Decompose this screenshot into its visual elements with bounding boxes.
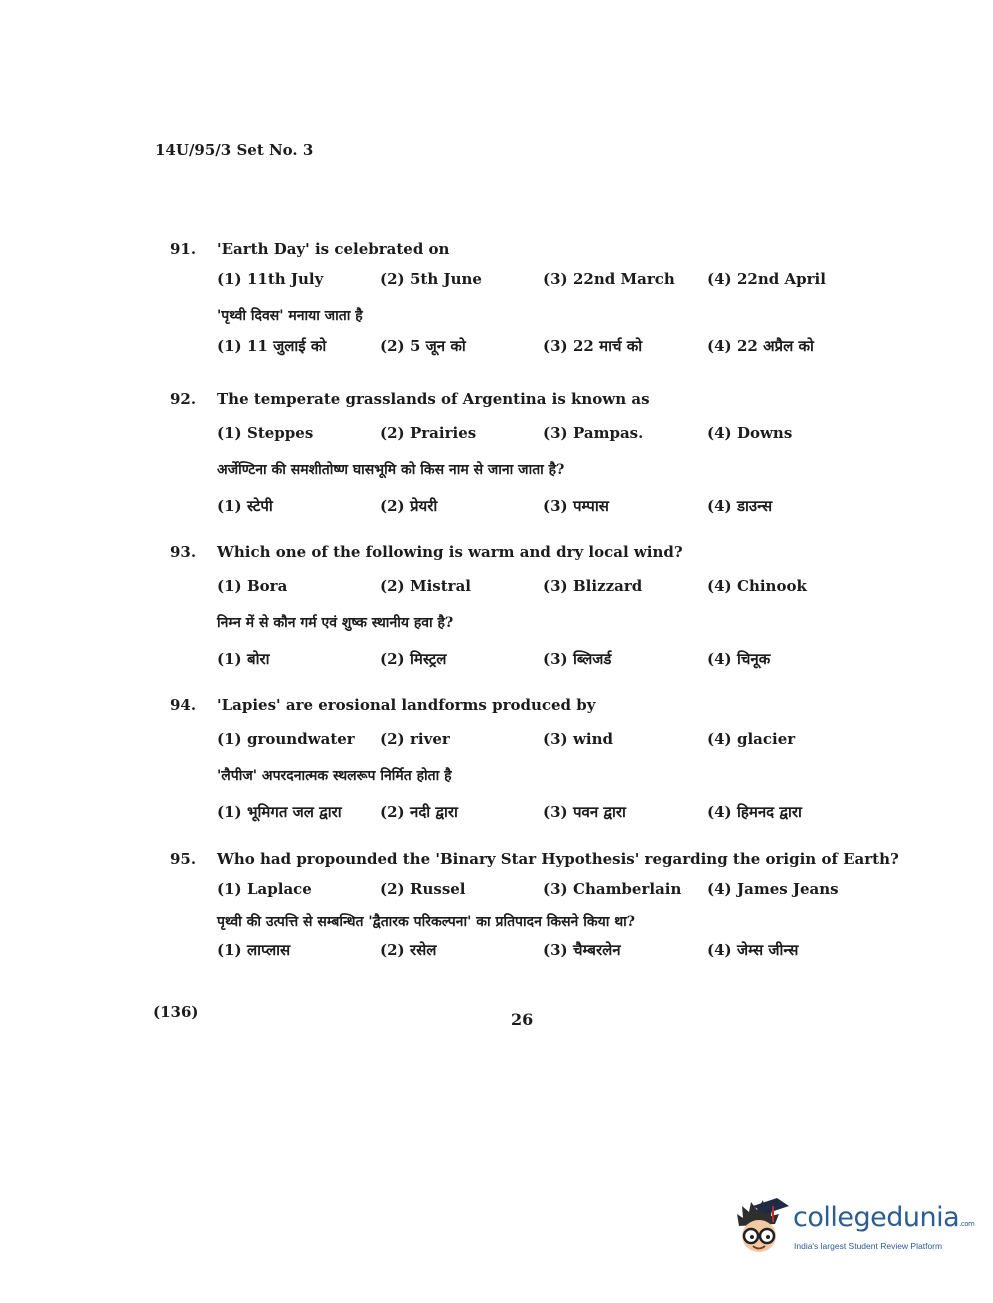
question-text-hindi: 'पृथ्वी दिवस' मनाया जाता है — [217, 307, 363, 324]
option-2-hindi: (2) 5 जून को — [380, 337, 466, 355]
option-4: (4) Chinook — [707, 577, 807, 595]
question-94 — [170, 694, 890, 824]
question-text-hindi: पृथ्वी की उत्पत्ति से सम्बन्धित 'द्वैतारक परिकल्पना' का प्रतिपादन किसने किया था? — [217, 913, 635, 930]
option-1: (1) Steppes — [217, 424, 314, 442]
option-4: (4) James Jeans — [707, 880, 839, 898]
question-text-hindi: 'लैपीज' अपरदनात्मक स्थलरूप निर्मित होता है — [217, 767, 452, 784]
question-number: 93. — [170, 543, 197, 561]
option-1-hindi: (1) स्टेपी — [217, 497, 273, 515]
option-1: (1) groundwater — [217, 730, 355, 748]
booklet-code: (136) — [153, 1003, 199, 1021]
option-2-hindi: (2) प्रेयरी — [380, 497, 438, 515]
option-4-hindi: (4) 22 अप्रैल को — [707, 337, 814, 355]
option-2: (2) Prairies — [380, 424, 477, 442]
option-4-hindi: (4) चिनूक — [707, 650, 771, 668]
question-text-hindi: अर्जेण्टिना की समशीतोष्ण घासभूमि को किस नाम से जाना जाता है? — [217, 461, 565, 478]
mascot-icon — [733, 1196, 791, 1260]
option-1-hindi: (1) भूमिगत जल द्वारा — [217, 803, 342, 821]
option-3: (3) Blizzard — [543, 577, 643, 595]
option-4: (4) 22nd April — [707, 270, 826, 288]
option-3-hindi: (3) पम्पास — [543, 497, 609, 515]
question-text: 'Lapies' are erosional landforms produced by — [217, 696, 596, 714]
options-hindi — [217, 649, 890, 671]
question-91 — [170, 238, 890, 358]
question-text: Who had propounded the 'Binary Star Hypothesis' regarding the origin of Earth? — [217, 850, 899, 868]
options-english — [217, 424, 890, 446]
page-number: 26 — [511, 1010, 534, 1029]
option-3: (3) wind — [543, 730, 614, 748]
option-4-hindi: (4) हिमनद द्वारा — [707, 803, 802, 821]
question-number: 95. — [170, 850, 197, 868]
collegedunia-logo[interactable] — [733, 1196, 975, 1260]
options-hindi — [217, 496, 890, 518]
logo-wordmark: collegedunia.com — [793, 1202, 975, 1233]
option-3: (3) Chamberlain — [543, 880, 682, 898]
option-2: (2) river — [380, 730, 450, 748]
option-3-hindi: (3) पवन द्वारा — [543, 803, 626, 821]
question-92 — [170, 388, 890, 518]
option-2: (2) 5th June — [380, 270, 482, 288]
question-93 — [170, 541, 890, 671]
option-3: (3) 22nd March — [543, 270, 675, 288]
option-1-hindi: (1) लाप्लास — [217, 941, 291, 959]
logo-tagline: India's largest Student Review Platform — [794, 1241, 943, 1251]
option-2: (2) Russel — [380, 880, 466, 898]
option-1-hindi: (1) बोरा — [217, 650, 270, 668]
question-number: 91. — [170, 240, 197, 258]
question-text: 'Earth Day' is celebrated on — [217, 240, 450, 258]
option-1: (1) Bora — [217, 577, 288, 595]
options-hindi — [217, 802, 890, 824]
option-2-hindi: (2) मिस्ट्रल — [380, 650, 447, 668]
question-95 — [170, 848, 899, 962]
options-english — [217, 270, 890, 292]
option-2-hindi: (2) रसेल — [380, 941, 437, 959]
option-4: (4) Downs — [707, 424, 793, 442]
options-english — [217, 730, 890, 752]
question-number: 92. — [170, 390, 197, 408]
option-4: (4) glacier — [707, 730, 796, 748]
question-number: 94. — [170, 696, 197, 714]
option-3: (3) Pampas. — [543, 424, 644, 442]
question-text-hindi: निम्न में से कौन गर्म एवं शुष्क स्थानीय हवा है? — [217, 614, 454, 631]
option-3-hindi: (3) 22 मार्च को — [543, 337, 643, 355]
option-2-hindi: (2) नदी द्वारा — [380, 803, 458, 821]
option-4-hindi: (4) डाउन्स — [707, 497, 773, 515]
options-hindi — [217, 336, 890, 358]
options-hindi — [217, 940, 890, 962]
options-english — [217, 577, 890, 599]
option-3-hindi: (3) ब्लिजर्ड — [543, 650, 612, 668]
question-text: Which one of the following is warm and dry local wind? — [217, 543, 683, 561]
options-english — [217, 880, 890, 902]
option-3-hindi: (3) चैम्बरलेन — [543, 941, 621, 959]
option-2: (2) Mistral — [380, 577, 471, 595]
question-text: The temperate grasslands of Argentina is known as — [217, 390, 650, 408]
option-1-hindi: (1) 11 जुलाई को — [217, 337, 327, 355]
option-1: (1) 11th July — [217, 270, 324, 288]
paper-code: 14U/95/3 Set No. 3 — [155, 141, 314, 159]
option-1: (1) Laplace — [217, 880, 312, 898]
option-4-hindi: (4) जेम्स जीन्स — [707, 941, 799, 959]
